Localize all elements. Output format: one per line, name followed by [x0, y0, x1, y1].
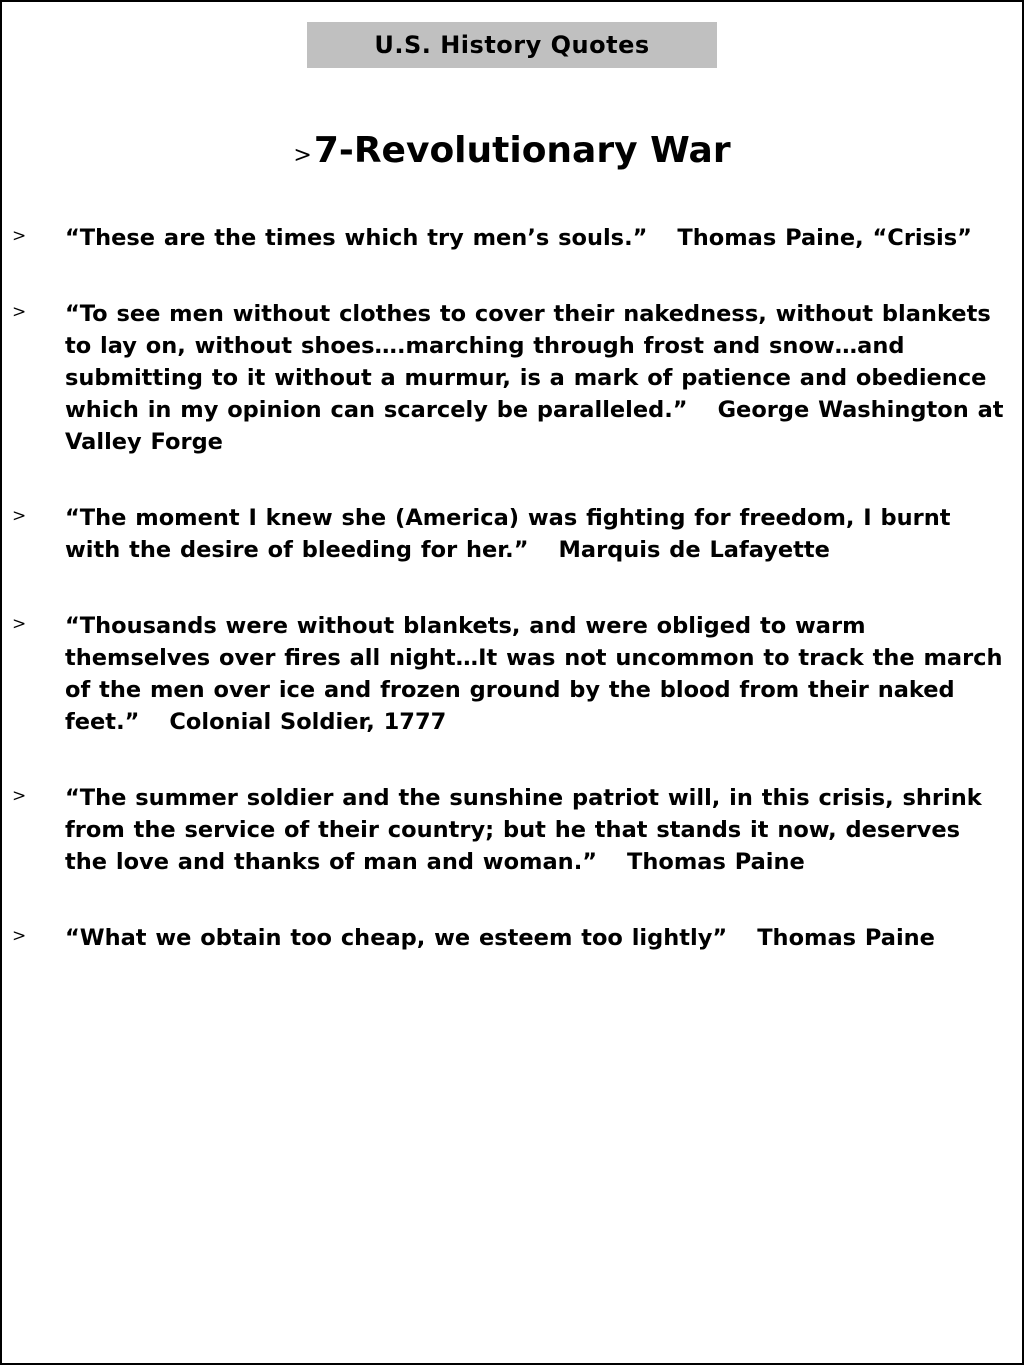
quote-item — [2, 782, 1022, 878]
quote-text: “These are the times which try men’s souls.” — [65, 225, 648, 251]
quote-item — [2, 298, 1022, 458]
quote-attribution: Colonial Soldier, 1777 — [169, 709, 447, 735]
quote-attribution: Thomas Paine — [627, 849, 805, 875]
quote-attribution: Thomas Paine, “Crisis” — [677, 225, 972, 251]
quote-text: “The moment I knew she (America) was fighting for freedom, I burnt with the desire of bleeding for her.” — [65, 505, 951, 563]
quote-text-block — [65, 782, 1004, 878]
quote-text: “To see men without clothes to cover their nakedness, without blankets to lay on, without shoes….marching through frost and snow…and submitting to it without a murmur, is a mark of patience and obedience which in my opinion can scarcely be paralleled.” — [65, 301, 991, 423]
bullet-arrow-icon: > — [12, 786, 27, 806]
bullet-arrow-icon: > — [12, 926, 27, 946]
quote-item — [2, 222, 1022, 254]
title-bullet-icon: > — [293, 143, 312, 168]
bullet-arrow-icon: > — [12, 302, 27, 322]
quote-text-block — [65, 222, 1004, 254]
quote-item — [2, 610, 1022, 738]
header-banner — [307, 22, 717, 68]
slide-title: 7-Revolutionary War — [313, 130, 731, 171]
quote-text: “The summer soldier and the sunshine patriot will, in this crisis, shrink from the service of their country; but he that stands it now, deserves the love and thanks of man and woman.” — [65, 785, 982, 875]
header-title: U.S. History Quotes — [374, 31, 650, 59]
bullet-arrow-icon: > — [12, 614, 27, 634]
quote-item — [2, 922, 1022, 954]
quote-attribution: George Washington at Valley Forge — [65, 397, 1004, 455]
quote-text-block — [65, 502, 1004, 566]
quote-item — [2, 502, 1022, 566]
quote-text-block — [65, 922, 1004, 954]
quote-attribution: Marquis de Lafayette — [558, 537, 830, 563]
quote-text-block — [65, 298, 1004, 458]
quote-text: “Thousands were without blankets, and were obliged to warm themselves over fires all night…It was not uncommon to track the march of the men over ice and frozen ground by the blood from their naked feet.” — [65, 613, 1003, 735]
bullet-arrow-icon: > — [12, 226, 27, 246]
quote-text: “What we obtain too cheap, we esteem too lightly” — [65, 925, 728, 951]
slide-title-row — [2, 130, 1022, 171]
quote-attribution: Thomas Paine — [757, 925, 935, 951]
quote-list — [2, 222, 1022, 998]
bullet-arrow-icon: > — [12, 506, 27, 526]
quote-text-block — [65, 610, 1004, 738]
